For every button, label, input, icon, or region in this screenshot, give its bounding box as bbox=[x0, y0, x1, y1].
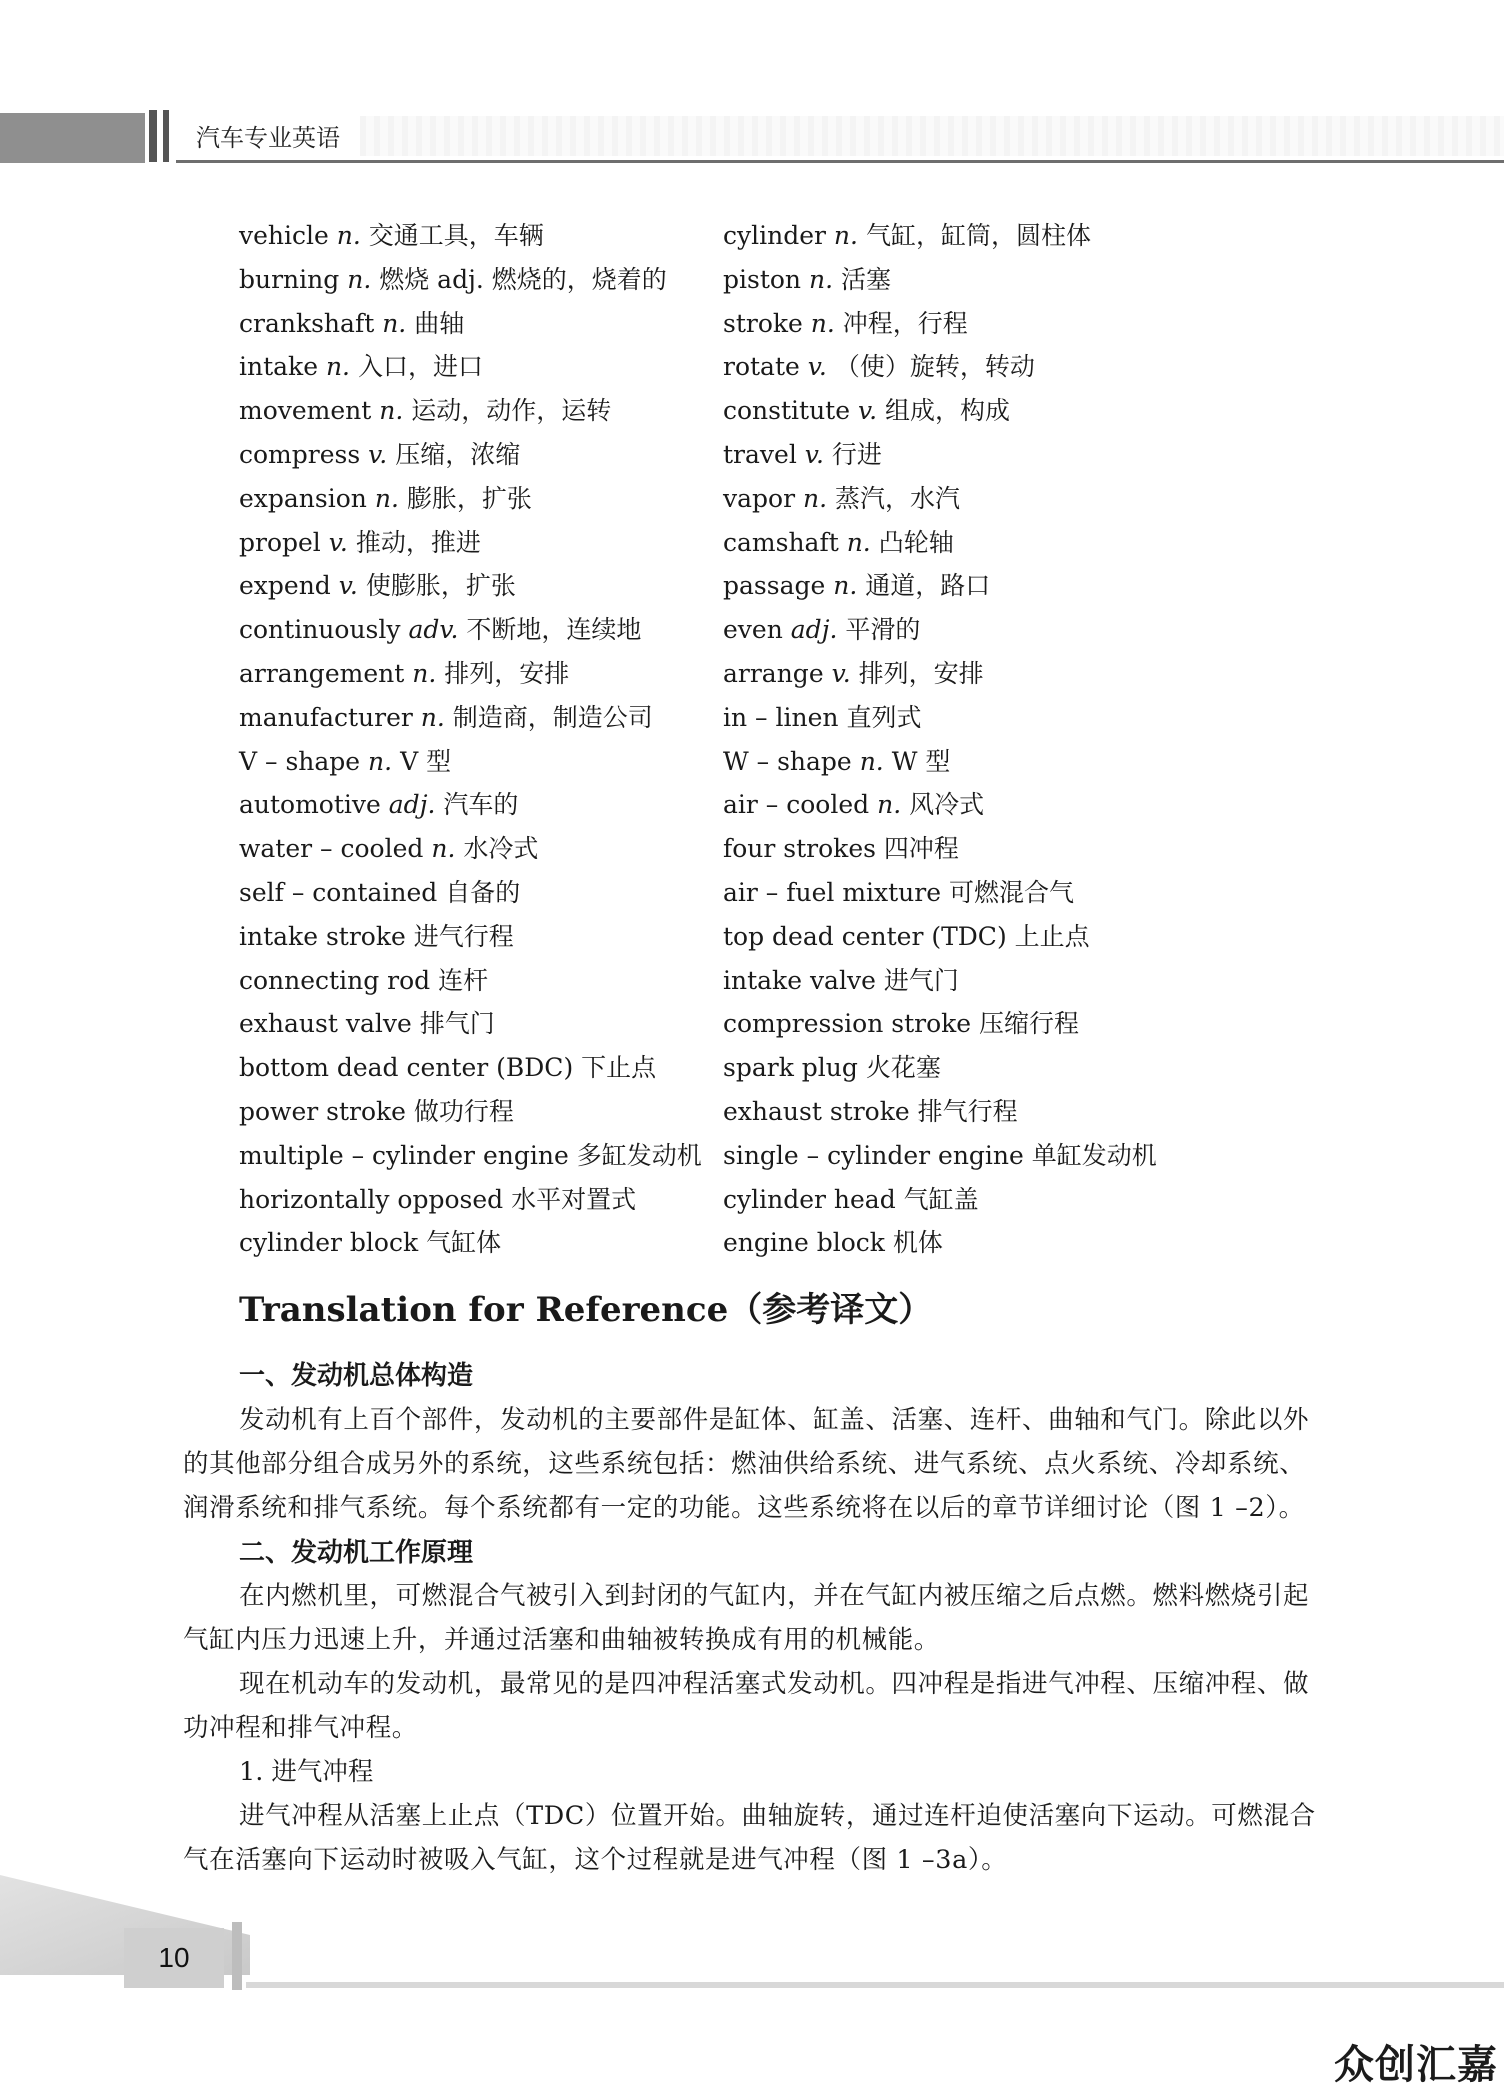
vocab-meaning: W 型 bbox=[891, 746, 951, 776]
vocab-meaning: 膨胀，扩张 bbox=[406, 483, 532, 513]
vocab-item bbox=[723, 345, 1283, 389]
vocab-meaning: 火花塞 bbox=[865, 1053, 941, 1083]
vocab-word: horizontally opposed bbox=[239, 1184, 504, 1214]
vocab-word: intake stroke bbox=[239, 921, 406, 951]
vocab-word: compress bbox=[239, 439, 361, 469]
vocab-meaning: 凸轮轴 bbox=[878, 527, 954, 557]
vocab-meaning: 进气行程 bbox=[413, 921, 514, 951]
vocab-word: in – linen bbox=[723, 702, 839, 732]
book-title: 汽车专业英语 bbox=[196, 124, 340, 152]
vocab-word: cylinder bbox=[723, 221, 826, 250]
vocab-meaning: 使膨胀，扩张 bbox=[365, 571, 516, 601]
vocab-word: travel bbox=[723, 439, 797, 469]
vocab-item bbox=[723, 827, 1283, 871]
vocab-word: passage bbox=[723, 571, 826, 601]
vocab-pos: n. bbox=[379, 396, 404, 426]
vocab-word: bottom dead center (BDC) bbox=[239, 1053, 574, 1083]
vocab-pos: n. bbox=[336, 221, 361, 250]
vocab-pos: n. bbox=[368, 746, 393, 776]
vocab-item bbox=[723, 433, 1283, 477]
vocab-word: vehicle bbox=[239, 221, 329, 250]
vocab-pos: n. bbox=[803, 483, 828, 513]
vocab-pos: n. bbox=[412, 658, 437, 688]
vocab-word: rotate bbox=[723, 352, 800, 382]
vocab-word: crankshaft bbox=[239, 308, 375, 338]
vocab-word: stroke bbox=[723, 308, 803, 338]
vocab-item bbox=[723, 1221, 1283, 1265]
vocab-pos: v. bbox=[338, 571, 358, 601]
vocab-word: movement bbox=[239, 396, 372, 426]
vocab-word: arrange bbox=[723, 658, 824, 688]
vocab-item bbox=[723, 1134, 1283, 1178]
vocab-item bbox=[239, 871, 709, 915]
vocab-word: constitute bbox=[723, 396, 851, 426]
vocab-item bbox=[239, 827, 709, 871]
vocab-item bbox=[723, 302, 1283, 346]
vocab-meaning: 机体 bbox=[892, 1228, 943, 1258]
vocab-word: air – fuel mixture bbox=[723, 877, 942, 907]
vocab-item bbox=[723, 258, 1283, 302]
vocab-list-right bbox=[723, 214, 1283, 1265]
vocab-meaning: 上止点 bbox=[1014, 921, 1090, 951]
vocab-item bbox=[239, 1002, 709, 1046]
vocab-pos: n. bbox=[325, 352, 351, 382]
vocab-word: automotive bbox=[239, 790, 381, 820]
vocab-meaning: （使）旋转，转动 bbox=[834, 352, 1035, 382]
vocab-pos: v. bbox=[857, 396, 878, 426]
vocab-meaning: 可燃混合气 bbox=[948, 877, 1074, 907]
vocab-meaning: 组成，构成 bbox=[885, 396, 1011, 426]
vocab-meaning: 推动，推进 bbox=[355, 527, 481, 557]
vocab-item bbox=[239, 345, 709, 389]
footer-bar bbox=[232, 1922, 242, 1990]
vocab-meaning: 排气行程 bbox=[917, 1096, 1018, 1126]
vocab-item bbox=[239, 521, 709, 565]
vocab-item bbox=[723, 1178, 1283, 1222]
vocab-item bbox=[239, 258, 709, 302]
vocab-word: burning bbox=[239, 264, 340, 294]
vocab-word: power stroke bbox=[239, 1096, 406, 1126]
vocab-item bbox=[239, 433, 709, 477]
vocab-word: water – cooled bbox=[239, 834, 424, 864]
vocab-meaning: 四冲程 bbox=[883, 834, 959, 864]
vocab-word: camshaft bbox=[723, 527, 839, 557]
vocab-item bbox=[239, 1046, 709, 1090]
vocab-pos: n. bbox=[833, 221, 858, 250]
vocab-meaning: 排气门 bbox=[419, 1009, 495, 1039]
vocab-meaning: 汽车的 bbox=[443, 790, 519, 820]
vocab-word: V – shape bbox=[239, 746, 361, 776]
vocab-meaning: 活塞 bbox=[841, 264, 892, 294]
vocab-meaning: 通道，路口 bbox=[865, 571, 991, 601]
vocab-item bbox=[723, 214, 1283, 258]
vocab-meaning: 压缩行程 bbox=[979, 1009, 1080, 1039]
header-bar bbox=[163, 110, 169, 162]
vocab-word: multiple – cylinder engine bbox=[239, 1140, 569, 1170]
header-pattern bbox=[360, 116, 1504, 156]
header-rule bbox=[176, 160, 1504, 163]
vocab-word: compression stroke bbox=[723, 1009, 972, 1039]
vocab-pos: n. bbox=[833, 571, 858, 601]
section-title: Translation for Reference（参考译文） bbox=[239, 1290, 933, 1330]
vocab-pos: v. bbox=[368, 439, 388, 469]
vocab-meaning: 直列式 bbox=[846, 702, 922, 732]
heading-general: 一、发动机总体构造 bbox=[239, 1361, 474, 1391]
vocab-word: intake bbox=[239, 352, 318, 382]
watermark: 众创汇嘉 bbox=[1334, 2042, 1498, 2088]
vocab-meaning: 行进 bbox=[831, 439, 882, 469]
vocab-word: connecting rod bbox=[239, 965, 431, 995]
vocab-meaning: 排列，安排 bbox=[444, 658, 570, 688]
vocab-item bbox=[723, 871, 1283, 915]
vocab-item bbox=[723, 696, 1283, 740]
vocab-item bbox=[239, 214, 709, 258]
footer-rule bbox=[246, 1982, 1504, 1988]
vocab-meaning: 气缸体 bbox=[426, 1228, 502, 1258]
vocab-meaning: 下止点 bbox=[581, 1053, 657, 1083]
vocab-meaning: 水冷式 bbox=[463, 834, 539, 864]
vocab-item bbox=[723, 959, 1283, 1003]
vocab-word: self – contained bbox=[239, 877, 438, 907]
vocab-pos: n. bbox=[374, 483, 399, 513]
vocab-item bbox=[239, 652, 709, 696]
vocab-word: cylinder block bbox=[239, 1228, 419, 1258]
paragraph-principle-1: 在内燃机里，可燃混合气被引入到封闭的气缸内，并在气缸内被压缩之后点燃。燃料燃烧引起气缸内压力迅速上升，并通过活塞和曲轴被转换成有用的机械能。 bbox=[183, 1581, 1310, 1655]
vocab-meaning: 制造商，制造公司 bbox=[452, 702, 653, 732]
vocab-meaning: 冲程，行程 bbox=[842, 308, 968, 338]
vocab-pos: adj. bbox=[790, 615, 838, 645]
vocab-word: arrangement bbox=[239, 658, 405, 688]
header-bar bbox=[149, 110, 157, 162]
vocab-meaning: 运动，动作，运转 bbox=[411, 396, 612, 426]
vocab-list-left bbox=[239, 214, 709, 1265]
vocab-word: manufacturer bbox=[239, 702, 413, 732]
vocab-pos: v. bbox=[831, 658, 851, 688]
vocab-meaning: 单缸发动机 bbox=[1031, 1140, 1157, 1170]
vocab-item bbox=[239, 1178, 709, 1222]
vocab-pos: adj. bbox=[388, 790, 436, 820]
vocab-word: cylinder head bbox=[723, 1184, 896, 1214]
vocab-item bbox=[723, 608, 1283, 652]
vocab-word: continuously bbox=[239, 615, 401, 645]
vocab-pos: v. bbox=[328, 527, 348, 557]
vocab-item bbox=[723, 521, 1283, 565]
vocab-word: even bbox=[723, 615, 783, 645]
vocab-item bbox=[239, 302, 709, 346]
vocab-item bbox=[723, 477, 1283, 521]
vocab-word: exhaust stroke bbox=[723, 1096, 910, 1126]
heading-principle: 二、发动机工作原理 bbox=[239, 1538, 474, 1568]
vocab-word: intake valve bbox=[723, 965, 876, 995]
vocab-pos: v. bbox=[804, 439, 824, 469]
vocab-pos: adv. bbox=[408, 615, 459, 645]
vocab-item bbox=[239, 389, 709, 433]
vocab-pos: n. bbox=[431, 834, 456, 864]
vocab-item bbox=[723, 783, 1283, 827]
vocab-item bbox=[239, 1221, 709, 1265]
vocab-pos: n. bbox=[420, 702, 445, 732]
paragraph-principle-2: 现在机动车的发动机，最常见的是四冲程活塞式发动机。四冲程是指进气冲程、压缩冲程、做功冲程和排气冲程。 bbox=[183, 1669, 1310, 1743]
vocab-item bbox=[723, 1090, 1283, 1134]
vocab-meaning: 压缩，浓缩 bbox=[395, 439, 521, 469]
vocab-word: single – cylinder engine bbox=[723, 1140, 1024, 1170]
vocab-word: spark plug bbox=[723, 1053, 858, 1083]
vocab-meaning: 排列，安排 bbox=[858, 658, 984, 688]
vocab-item bbox=[723, 564, 1283, 608]
paragraph-general: 发动机有上百个部件，发动机的主要部件是缸体、缸盖、活塞、连杆、曲轴和气门。除此以外的其他部分组合成另外的系统，这些系统包括：燃油供给系统、进气系统、点火系统、冷却系统、润滑系统和排气系统。每个系统都有一定的功能。这些系统将在以后的章节详细讨论（图 1 –2）。 bbox=[183, 1405, 1310, 1523]
vocab-item bbox=[723, 652, 1283, 696]
vocab-meaning: 不断地，连续地 bbox=[466, 615, 642, 645]
vocab-item bbox=[723, 915, 1283, 959]
vocab-item bbox=[239, 1090, 709, 1134]
vocab-item bbox=[239, 1134, 709, 1178]
vocab-pos: n. bbox=[810, 308, 835, 338]
vocab-meaning: 曲轴 bbox=[414, 308, 465, 338]
vocab-meaning: 平滑的 bbox=[845, 615, 921, 645]
vocab-meaning: 多缸发动机 bbox=[576, 1140, 702, 1170]
vocab-item bbox=[239, 477, 709, 521]
vocab-word: air – cooled bbox=[723, 790, 870, 820]
vocab-pos: n. bbox=[846, 527, 871, 557]
vocab-pos: v. bbox=[807, 352, 827, 382]
vocab-item bbox=[239, 696, 709, 740]
vocab-meaning: 入口，进口 bbox=[357, 352, 483, 382]
vocab-word: piston bbox=[723, 264, 802, 294]
vocab-word: top dead center (TDC) bbox=[723, 921, 1007, 951]
vocab-word: expansion bbox=[239, 483, 367, 513]
vocab-word: W – shape bbox=[723, 746, 852, 776]
vocab-pos: n. bbox=[877, 790, 902, 820]
vocab-pos: n. bbox=[859, 746, 884, 776]
vocab-item bbox=[723, 740, 1283, 784]
vocab-meaning: 连杆 bbox=[438, 965, 489, 995]
vocab-meaning: 气缸盖 bbox=[903, 1184, 979, 1214]
vocab-word: four strokes bbox=[723, 834, 876, 864]
vocab-pos: n. bbox=[382, 308, 407, 338]
vocab-meaning: 水平对置式 bbox=[511, 1184, 637, 1214]
vocab-pos: n. bbox=[808, 264, 834, 294]
vocab-item bbox=[239, 564, 709, 608]
subheading-intake: 1. 进气冲程 bbox=[239, 1757, 374, 1787]
vocab-meaning: 自备的 bbox=[445, 877, 521, 907]
vocab-item bbox=[723, 1046, 1283, 1090]
vocab-meaning: 进气门 bbox=[883, 965, 959, 995]
vocab-meaning: 燃烧 adj. 燃烧的，烧着的 bbox=[379, 264, 667, 294]
vocab-word: propel bbox=[239, 527, 321, 557]
vocab-item bbox=[723, 389, 1283, 433]
vocab-word: vapor bbox=[723, 483, 796, 513]
vocab-meaning: 气缸，缸筒，圆柱体 bbox=[865, 221, 1091, 250]
vocab-meaning: 做功行程 bbox=[413, 1096, 514, 1126]
vocab-word: exhaust valve bbox=[239, 1009, 412, 1039]
vocab-meaning: 蒸汽，水汽 bbox=[835, 483, 961, 513]
vocab-item bbox=[239, 783, 709, 827]
header-band bbox=[0, 113, 145, 163]
vocab-word: expend bbox=[239, 571, 331, 601]
vocab-item bbox=[239, 608, 709, 652]
vocab-item bbox=[239, 959, 709, 1003]
paragraph-intake: 进气冲程从活塞上止点（TDC）位置开始。曲轴旋转，通过连杆迫使活塞向下运动。可燃混合气在活塞向下运动时被吸入气缸，这个过程就是进气冲程（图 1 –3a）。 bbox=[183, 1801, 1316, 1875]
vocab-word: engine block bbox=[723, 1228, 885, 1258]
vocab-meaning: V 型 bbox=[400, 746, 452, 776]
vocab-meaning: 风冷式 bbox=[909, 790, 985, 820]
vocab-item bbox=[723, 1002, 1283, 1046]
vocab-meaning: 交通工具，车辆 bbox=[368, 221, 544, 250]
vocab-pos: n. bbox=[347, 264, 372, 294]
vocab-item bbox=[239, 915, 709, 959]
page-number: 10 bbox=[158, 1942, 190, 1973]
vocab-item bbox=[239, 740, 709, 784]
